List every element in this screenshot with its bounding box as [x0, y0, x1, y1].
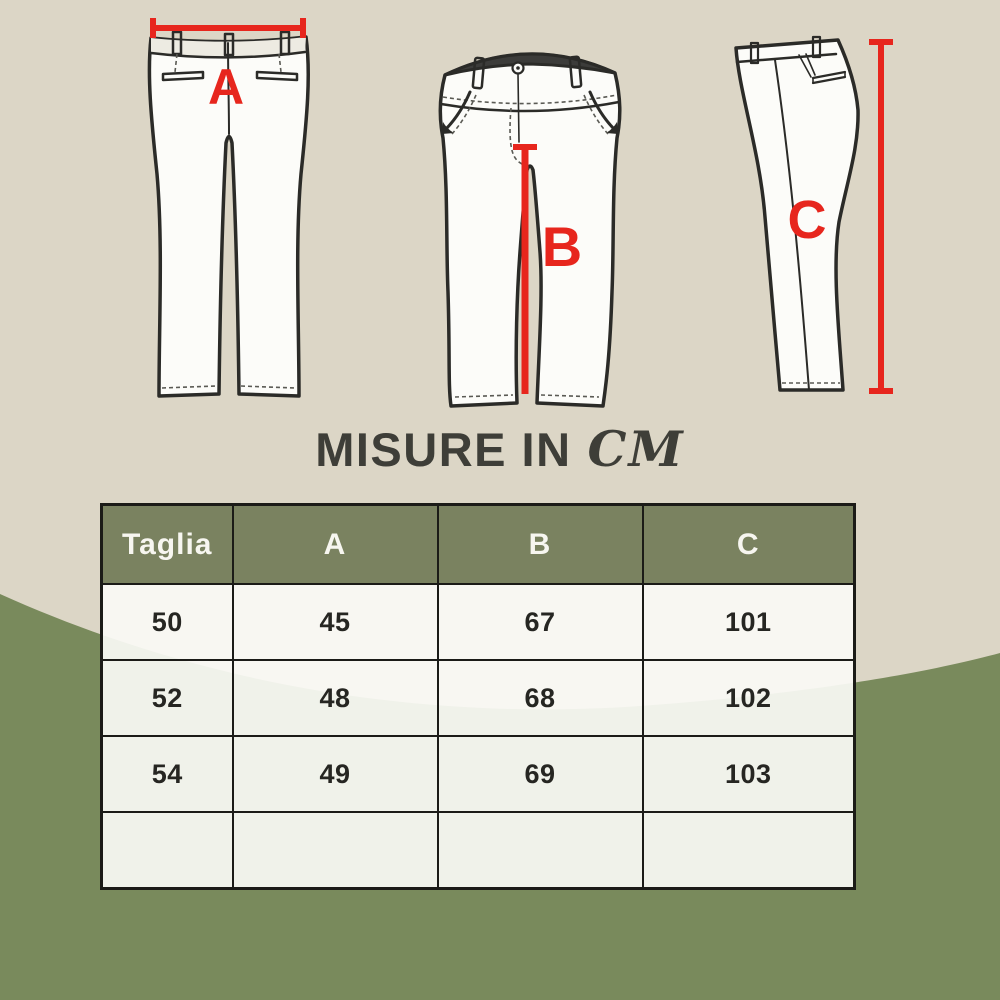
measure-cell: 101 — [643, 584, 855, 660]
measure-cell: 45 — [233, 584, 438, 660]
size-table — [100, 503, 856, 890]
measure-b-label: B — [541, 215, 583, 278]
column-header-a: A — [233, 505, 438, 585]
waist-button — [513, 63, 524, 74]
table-row — [102, 660, 855, 736]
measure-cell: 67 — [438, 584, 643, 660]
size-cell: 50 — [102, 584, 233, 660]
measure-cell: 69 — [438, 736, 643, 812]
measure-c-label: C — [787, 190, 827, 250]
page-title — [0, 420, 1000, 478]
measure-cell: 68 — [438, 660, 643, 736]
column-header-c: C — [643, 505, 855, 585]
pants-front-view-illustration — [415, 20, 635, 420]
measure-cell: 102 — [643, 660, 855, 736]
measure-cell: 103 — [643, 736, 855, 812]
title-text: MISURE IN — [315, 423, 572, 476]
measure-cell: 49 — [233, 736, 438, 812]
pants-side-view-illustration — [715, 22, 900, 417]
title-unit: CM — [587, 420, 685, 478]
size-cell: 54 — [102, 736, 233, 812]
measure-cell — [643, 812, 855, 889]
table-row — [102, 584, 855, 660]
pants-back-view-illustration — [125, 12, 325, 412]
column-header-taglia: Taglia — [102, 505, 233, 585]
table-row-empty — [102, 812, 855, 889]
measure-cell — [438, 812, 643, 889]
measure-cell — [233, 812, 438, 889]
table-header-row — [102, 505, 855, 585]
column-header-b: B — [438, 505, 643, 585]
table-row — [102, 736, 855, 812]
size-cell — [102, 812, 233, 889]
size-cell: 52 — [102, 660, 233, 736]
measure-cell: 48 — [233, 660, 438, 736]
measure-c-line — [869, 42, 893, 391]
measure-a-label: A — [207, 59, 245, 115]
